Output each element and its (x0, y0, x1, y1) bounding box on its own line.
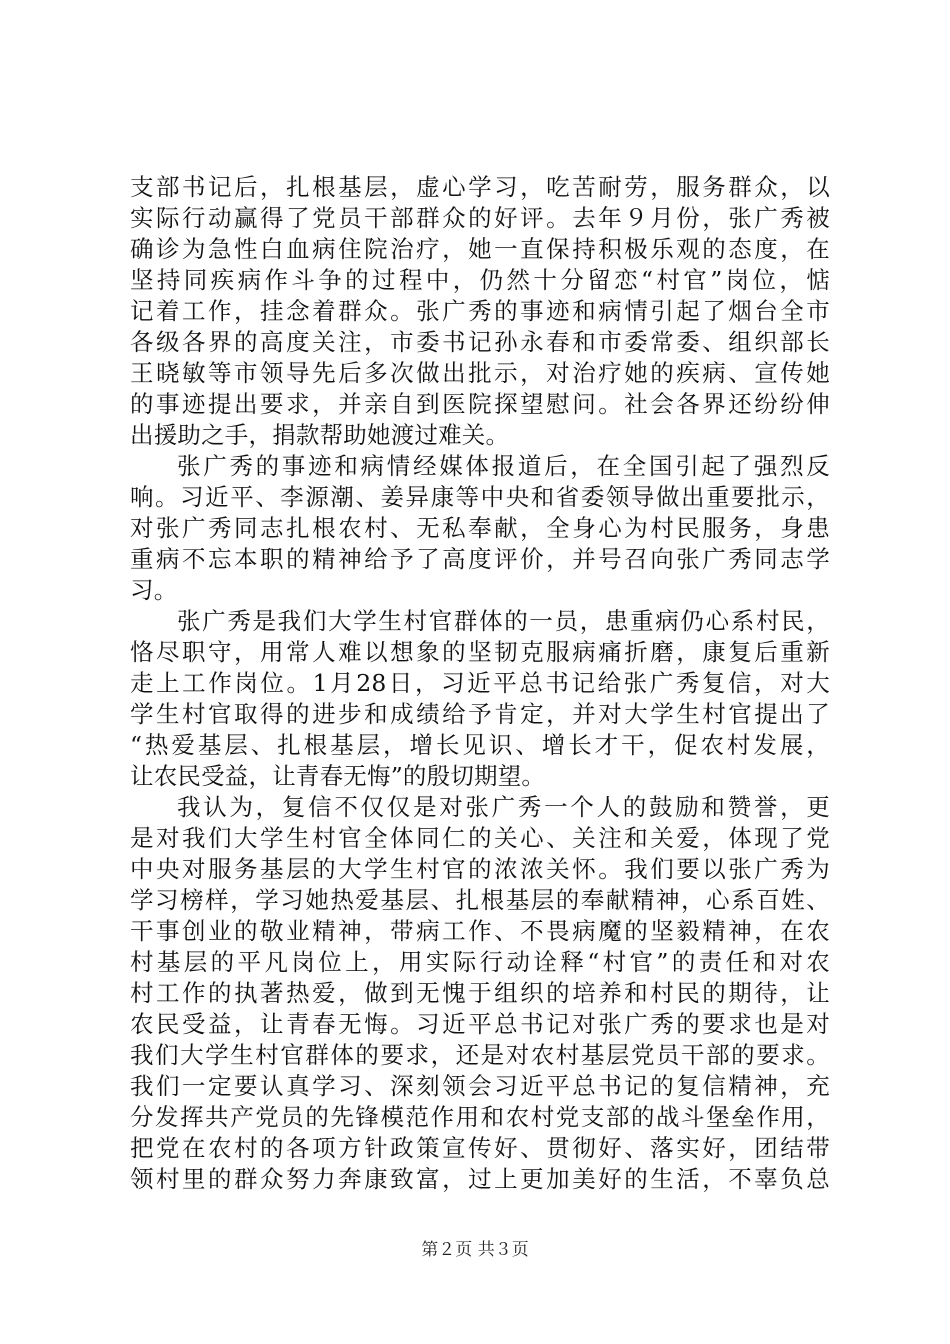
text-line: 我们大学生村官群体的要求，还是对农村基层党员干部的要求。 (130, 1041, 830, 1069)
text-line: 村工作的执著热爱，做到无愧于组织的培养和村民的期待，让 (130, 979, 830, 1007)
text-line: 分发挥共产党员的先锋模范作用和农村党支部的战斗堡垒作用， (130, 1103, 830, 1131)
text-line: 学习榜样，学习她热爱基层、扎根基层的奉献精神，心系百姓、 (130, 886, 830, 914)
text-line: 是对我们大学生村官全体同仁的关心、关注和关爱，体现了党 (130, 824, 830, 852)
text-line: 出援助之手，捐款帮助她渡过难关。 (130, 421, 510, 449)
text-line: 让农民受益，让青春无悔”的殷切期望。 (130, 762, 546, 790)
text-line: 学生村官取得的进步和成绩给予肯定，并对大学生村官提出了 (130, 700, 830, 728)
text-line: 确诊为急性白血病住院治疗，她一直保持积极乐观的态度，在 (130, 235, 830, 263)
text-line: 坚持同疾病作斗争的过程中，仍然十分留恋“村官”岗位，惦 (130, 266, 830, 294)
page-footer (0, 1239, 950, 1261)
text-line: 村基层的平凡岗位上，用实际行动诠释“村官”的责任和对农 (130, 948, 830, 976)
text-line: 各级各界的高度关注，市委书记孙永春和市委常委、组织部长 (130, 328, 830, 356)
text-line: 我们一定要认真学习、深刻领会习近平总书记的复信精神，充 (130, 1072, 830, 1100)
text-line: 王晓敏等市领导先后多次做出批示，对治疗她的疾病、宣传她 (130, 359, 830, 387)
paragraph-first-line: 张广秀是我们大学生村官群体的一员，患重病仍心系村民， (177, 607, 830, 635)
text-line: 的事迹提出要求，并亲自到医院探望慰问。社会各界还纷纷伸 (130, 390, 830, 418)
text-line: 记着工作，挂念着群众。张广秀的事迹和病情引起了烟台全市 (130, 297, 830, 325)
text-line: 干事创业的敬业精神，带病工作、不畏病魔的坚毅精神，在农 (130, 917, 830, 945)
text-line: “热爱基层、扎根基层，增长见识、增长才干，促农村发展， (130, 731, 830, 759)
document-body (130, 172, 830, 1195)
text-line: 实际行动赢得了党员干部群众的好评。去年９月份，张广秀被 (130, 204, 830, 232)
text-line: 恪尽职守，用常人难以想象的坚韧克服病痛折磨，康复后重新 (130, 638, 830, 666)
text-line: 支部书记后，扎根基层，虚心学习，吃苦耐劳，服务群众，以 (130, 173, 830, 201)
text-line: 中央对服务基层的大学生村官的浓浓关怀。我们要以张广秀为 (130, 855, 830, 883)
page-number-label: 第２页 共３页 (421, 1240, 529, 1260)
text-line: 响。习近平、李源潮、姜异康等中央和省委领导做出重要批示， (130, 483, 830, 511)
text-line: 把党在农村的各项方针政策宣传好、贯彻好、落实好，团结带 (130, 1134, 830, 1162)
text-line: 走上工作岗位。1月28日，习近平总书记给张广秀复信，对大 (130, 669, 830, 697)
paragraph-first-line: 张广秀的事迹和病情经媒体报道后，在全国引起了强烈反 (177, 452, 830, 480)
text-line: 习。 (130, 576, 178, 604)
text-line: 对张广秀同志扎根农村、无私奉献，全身心为村民服务，身患 (130, 514, 830, 542)
paragraph-first-line: 我认为，复信不仅仅是对张广秀一个人的鼓励和赞誉，更 (177, 793, 830, 821)
text-line: 重病不忘本职的精神给予了高度评价，并号召向张广秀同志学 (130, 545, 830, 573)
text-line: 农民受益，让青春无悔。习近平总书记对张广秀的要求也是对 (130, 1010, 830, 1038)
text-line: 领村里的群众努力奔康致富，过上更加美好的生活，不辜负总 (130, 1165, 830, 1193)
